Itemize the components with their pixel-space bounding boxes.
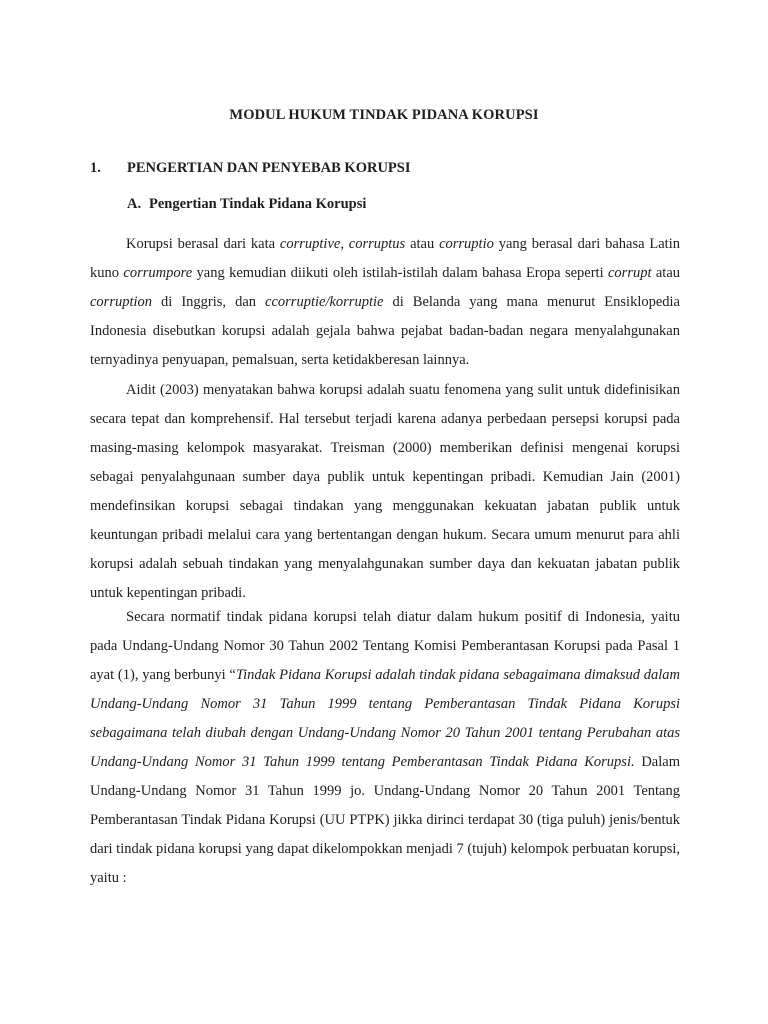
text-span: Korupsi berasal dari kata — [126, 236, 280, 252]
section-number: 1. — [90, 160, 101, 176]
italic-term: corruptio — [439, 236, 494, 252]
italic-term: ccorruptie/korruptie — [265, 294, 384, 310]
italic-term: corruption — [90, 294, 153, 310]
section-heading — [90, 160, 410, 177]
text-span: di Inggris, dan — [152, 294, 266, 310]
subsection-number: A. — [127, 196, 142, 212]
italic-term: corruptive, corruptus — [279, 236, 406, 252]
italic-quote: Tindak Pidana Korupsi adalah tindak pidana sebagaimana dimaksud dalam Undang-Undang Nomor 31 Tahun 1999 tentang Pemberantasan Tindak Pidana Korupsi sebagaimana telah diubah dengan Undang-Undang Nomor 20 Tahun 2001 tentang Perubahan atas Undang-Undang Nomor 31 Tahun 1999 tentang Pemberantasan Tindak Pidana Korupsi. — [90, 667, 680, 770]
document-title: MODUL HUKUM TINDAK PIDANA KORUPSI — [229, 107, 539, 123]
text-span: atau — [405, 236, 440, 252]
paragraph-expert-definitions: Aidit (2003) menyatakan bahwa korupsi adalah suatu fenomena yang sulit untuk didefinisikan secara tepat dan komprehensif. Hal tersebut terjadi karena adanya perbedaan persepsi korupsi pada masing-masing kelompok masyarakat. Treisman (2000) memberikan definisi mengenai korupsi sebagai penyalahgunaan sumber daya publik untuk kepentingan pribadi. Kemudian Jain (2001) mendefinsikan korupsi sebagai tindakan yang menggunakan kekuatan jabatan publik untuk keuntungan pribadi melalui cara yang bertentangan dengan hukum. Secara umum menurut para ahli korupsi adalah sebuah tindakan yang menyalahgunakan sumber daya dan kekuatan jabatan publik untuk kepentingan pribadi. — [90, 382, 680, 601]
subsection-title: Pengertian Tindak Pidana Korupsi — [149, 196, 367, 212]
italic-term: corrupt — [607, 265, 652, 281]
paragraph-definition-etymology — [90, 230, 680, 375]
italic-term: corrumpore — [123, 265, 193, 281]
text-span: yang kemudian diikuti oleh istilah-istilah dalam bahasa Eropa seperti — [192, 265, 608, 281]
section-title: PENGERTIAN DAN PENYEBAB KORUPSI — [127, 160, 411, 176]
text-span: Secara normatif tindak pidana korupsi telah diatur dalam hukum positif di Indonesia, yaitu pada Undang-Undang Nomor 30 Tahun 2002 Tentang Komisi Pemberantasan Korupsi pada Pasal 1 ayat (1), yang berbunyi “ — [90, 609, 680, 683]
text-span: atau — [651, 265, 681, 281]
text-span: yang berasal dari bahasa Latin kuno — [90, 236, 680, 281]
text-span: di Belanda yang mana menurut Ensiklopedia Indonesia disebutkan korupsi adalah gejala bahwa pejabat badan-badan negara menyalahgunakan ternyadinya penyuapan, pemalsuan, serta ketidakberesan lainnya. — [90, 294, 680, 368]
subsection-heading — [127, 196, 366, 213]
paragraph-normative-definition — [90, 603, 680, 893]
text-span: Dalam Undang-Undang Nomor 31 Tahun 1999 jo. Undang-Undang Nomor 20 Tahun 2001 Tentang Pemberantasan Tindak Pidana Korupsi (UU PTPK) jikka dirinci terdapat 30 (tiga puluh) jenis/bentuk dari tindak pidana korupsi yang dapat dikelompokkan menjadi 7 (tujuh) kelompok perbuatan korupsi, yaitu : — [90, 754, 680, 886]
